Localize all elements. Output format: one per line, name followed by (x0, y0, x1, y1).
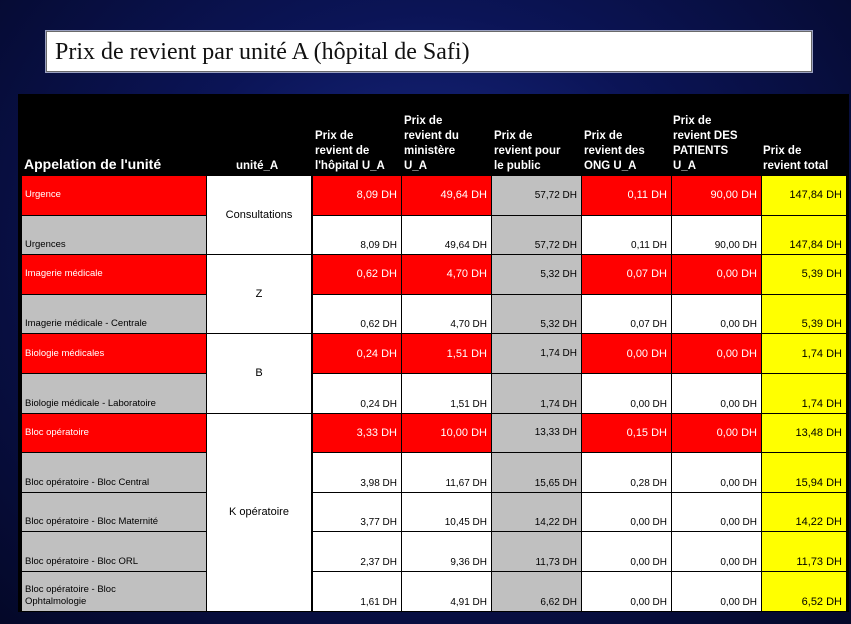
row-label: Bloc opératoire - Bloc Ophtalmologie (22, 572, 206, 611)
header-ong: Prix de revient des ONG U_A (584, 130, 645, 172)
cell-public: 1,74 DH (492, 334, 581, 373)
cell-public: 5,32 DH (492, 295, 581, 334)
cell-ong: 0,07 DH (582, 295, 671, 334)
cell-hopital: 0,24 DH (313, 334, 401, 373)
header-ministere: Prix de revient du ministère U_A (404, 115, 459, 172)
cell-public: 15,65 DH (492, 453, 581, 492)
cell-total: 6,52 DH (762, 572, 846, 611)
cell-hopital: 0,62 DH (313, 295, 401, 334)
cell-public: 11,73 DH (492, 532, 581, 571)
cell-hopital: 8,09 DH (313, 176, 401, 215)
cell-total: 13,48 DH (762, 414, 846, 453)
cell-ministere: 4,91 DH (402, 572, 491, 611)
cell-ministere: 10,00 DH (402, 414, 491, 453)
cell-patients: 0,00 DH (672, 295, 761, 334)
cell-ministere: 10,45 DH (402, 493, 491, 532)
unit-group-cell: K opératoire (207, 414, 311, 611)
header-patients: Prix de revient DES PATIENTS U_A (673, 115, 738, 172)
cell-ong: 0,00 DH (582, 374, 671, 413)
cell-public: 13,33 DH (492, 414, 581, 453)
cell-patients: 0,00 DH (672, 453, 761, 492)
cell-ministere: 4,70 DH (402, 295, 491, 334)
cell-ministere: 1,51 DH (402, 374, 491, 413)
row-label: Bloc opératoire (22, 414, 206, 453)
row-label: Urgence (22, 176, 206, 215)
cell-ong: 0,07 DH (582, 255, 671, 294)
cell-ministere: 11,67 DH (402, 453, 491, 492)
cell-hopital: 2,37 DH (313, 532, 401, 571)
cell-total: 1,74 DH (762, 374, 846, 413)
cell-ong: 0,00 DH (582, 334, 671, 373)
table-header (18, 94, 849, 175)
cell-hopital: 1,61 DH (313, 572, 401, 611)
header-hopital: Prix de revient de l'hôpital U_A (315, 130, 385, 172)
cell-ministere: 49,64 DH (402, 216, 491, 255)
cell-public: 57,72 DH (492, 176, 581, 215)
header-unite: unité_A (236, 160, 279, 172)
cell-ong: 0,15 DH (582, 414, 671, 453)
row-label: Imagerie médicale (22, 255, 206, 294)
cell-hopital: 3,33 DH (313, 414, 401, 453)
cell-public: 14,22 DH (492, 493, 581, 532)
row-label: Bloc opératoire - Bloc Central (22, 453, 206, 492)
cell-ong: 0,11 DH (582, 216, 671, 255)
cell-public: 57,72 DH (492, 216, 581, 255)
cell-total: 11,73 DH (762, 532, 846, 571)
header-public: Prix de revient pour le public (494, 130, 561, 172)
cell-ministere: 9,36 DH (402, 532, 491, 571)
header-total: Prix de revient total (763, 145, 829, 172)
cell-patients: 0,00 DH (672, 532, 761, 571)
cell-total: 1,74 DH (762, 334, 846, 373)
cell-patients: 0,00 DH (672, 255, 761, 294)
cell-patients: 0,00 DH (672, 493, 761, 532)
cell-ong: 0,00 DH (582, 572, 671, 611)
cell-public: 1,74 DH (492, 374, 581, 413)
cell-total: 147,84 DH (762, 176, 846, 215)
unit-group-cell: Z (207, 255, 311, 333)
cell-ong: 0,00 DH (582, 493, 671, 532)
cell-total: 15,94 DH (762, 453, 846, 492)
cell-ong: 0,28 DH (582, 453, 671, 492)
row-label: Biologie médicales (22, 334, 206, 373)
unit-group-cell: B (207, 334, 311, 412)
row-label: Biologie médicale - Laboratoire (22, 374, 206, 413)
cell-ministere: 1,51 DH (402, 334, 491, 373)
cell-patients: 0,00 DH (672, 572, 761, 611)
cell-total: 5,39 DH (762, 255, 846, 294)
slide-title: Prix de revient par unité A (hôpital de Safi) (55, 39, 470, 65)
cell-patients: 0,00 DH (672, 334, 761, 373)
cell-hopital: 0,62 DH (313, 255, 401, 294)
cell-patients: 90,00 DH (672, 176, 761, 215)
row-label: Bloc opératoire - Bloc Maternité (22, 493, 206, 532)
cell-public: 5,32 DH (492, 255, 581, 294)
cell-hopital: 8,09 DH (313, 216, 401, 255)
cell-total: 147,84 DH (762, 216, 846, 255)
cell-patients: 0,00 DH (672, 414, 761, 453)
row-label: Imagerie médicale - Centrale (22, 295, 206, 334)
cost-table (18, 94, 849, 612)
cell-ministere: 4,70 DH (402, 255, 491, 294)
cell-patients: 0,00 DH (672, 374, 761, 413)
header-appelation: Appelation de l'unité (24, 156, 162, 172)
cell-hopital: 3,77 DH (313, 493, 401, 532)
cell-public: 6,62 DH (492, 572, 581, 611)
row-label: Urgences (22, 216, 206, 255)
cell-hopital: 3,98 DH (313, 453, 401, 492)
unit-group-cell: Consultations (207, 176, 311, 254)
cell-hopital: 0,24 DH (313, 374, 401, 413)
cell-total: 14,22 DH (762, 493, 846, 532)
row-label: Bloc opératoire - Bloc ORL (22, 532, 206, 571)
cell-total: 5,39 DH (762, 295, 846, 334)
slide-title-box (46, 31, 812, 72)
cell-ong: 0,11 DH (582, 176, 671, 215)
cell-ministere: 49,64 DH (402, 176, 491, 215)
cell-ong: 0,00 DH (582, 532, 671, 571)
cell-patients: 90,00 DH (672, 216, 761, 255)
